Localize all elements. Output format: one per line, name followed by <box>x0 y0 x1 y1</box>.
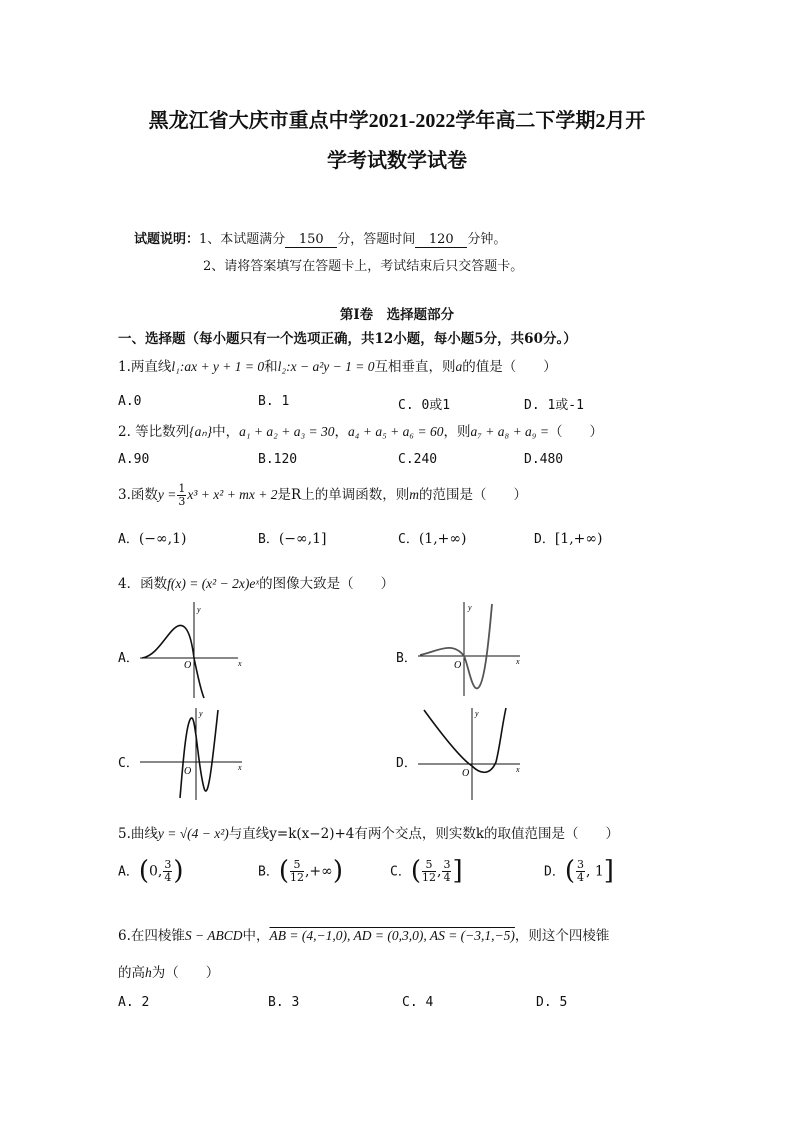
origin-label: O <box>184 766 192 777</box>
instructions-text: 分，答题时间 <box>337 232 416 247</box>
q1-line1: l₁:ax + y + 1 = 0 <box>171 359 265 374</box>
q5-paren: ( <box>564 856 575 886</box>
q5-paren: ] <box>452 856 463 886</box>
curve <box>180 710 218 798</box>
q2-stem: 中， <box>212 424 240 440</box>
q4-graph-c <box>138 706 248 802</box>
q1-option-b: B. 1 <box>258 394 290 409</box>
q6-stem: 6.在四棱锥 <box>118 928 185 944</box>
q5-paren: ) <box>332 856 343 886</box>
q5-fraction <box>422 859 436 884</box>
question-3 <box>118 483 527 508</box>
q1-var: a <box>455 359 463 374</box>
q1-option-d: D. 1或-1 <box>524 398 584 413</box>
x-label: x <box>238 763 242 772</box>
q5-paren: ( <box>138 856 149 886</box>
instructions-text: 分钟。 <box>467 232 507 247</box>
q5-label: C． <box>390 864 411 880</box>
time-value: 120 <box>415 232 467 248</box>
q2-paren: （ ） <box>549 424 603 440</box>
q5-value: , <box>436 863 442 880</box>
q5-paren: ( <box>278 856 289 886</box>
q2-stem: 2. 等比数列 <box>118 424 190 440</box>
y-label: y <box>475 709 479 718</box>
q3-label: A． <box>118 532 139 547</box>
instructions-line1 <box>134 228 506 248</box>
q3-fraction <box>177 483 186 508</box>
y-label: y <box>199 709 203 718</box>
q3-stem: 的范围是（ ） <box>418 487 527 503</box>
q5-value: ,+∞ <box>304 863 333 880</box>
question-4 <box>118 572 394 592</box>
curve <box>142 625 204 698</box>
q2-option-d: D.480 <box>524 452 564 467</box>
q1-stem: 互相垂直，则 <box>374 359 456 375</box>
q2-option-c: C.240 <box>398 452 438 467</box>
frac-num: 3 <box>576 857 584 871</box>
q5-curve: y = √(4 − x²) <box>157 826 229 841</box>
q6-option-a: A. 2 <box>118 995 150 1010</box>
q3-label: B． <box>258 532 279 547</box>
page-title-line2: 学考试数学试卷 <box>327 150 467 172</box>
page-title: 黑龙江省大庆市重点中学2021-2022学年高二下学期2月开 <box>148 110 646 132</box>
instructions-label: 试题说明： <box>134 232 200 247</box>
q6-vectors: AB = (4,−1,0), AD = (0,3,0), AS = (−3,1,−5) <box>269 928 515 943</box>
q6-stem: 中， <box>242 928 270 944</box>
q5-fraction <box>576 859 585 884</box>
q3-option-a <box>118 528 187 547</box>
q3-option-d <box>534 528 603 547</box>
q4-option-a-label: A． <box>118 651 139 666</box>
q6-stem: ，则这个四棱锥 <box>514 928 610 944</box>
q2-sep: ， <box>334 424 349 440</box>
x-label: x <box>238 659 242 668</box>
q5-paren: ] <box>603 856 614 886</box>
frac-num: 3 <box>443 857 451 871</box>
q4-graph-b <box>416 600 526 700</box>
curve <box>424 708 506 772</box>
frac-den: 12 <box>421 870 436 884</box>
section-title: 一、选择题（每小题只有一个选项正确，共12小题，每小题5分，共60分。） <box>118 331 577 347</box>
q3-option-b <box>258 528 327 547</box>
q3-value: (−∞,1) <box>138 531 187 547</box>
q5-value: 0, <box>148 863 163 880</box>
q4-option-d-label: D． <box>396 756 417 771</box>
q5-label: B． <box>258 864 279 880</box>
frac-num: 3 <box>164 857 172 871</box>
q1-and: 和 <box>264 359 278 375</box>
q6-pyramid: S − ABCD <box>184 928 243 943</box>
q3-frac-num: 1 <box>178 482 186 495</box>
question-2 <box>118 420 603 440</box>
q3-option-c <box>398 528 467 547</box>
q5-stem: 与直线y=k(x−2)+4有两个交点，则实数k的取值范围是（ ） <box>228 826 620 842</box>
q3-value: [1,+∞) <box>554 531 603 547</box>
q3-stem: 3.函数 <box>118 487 158 503</box>
q3-func: y = <box>157 487 177 502</box>
q5-option-d <box>544 856 614 886</box>
x-label: x <box>516 765 520 774</box>
q5-label: D． <box>544 864 565 880</box>
q1-option-a: A.0 <box>118 394 142 409</box>
question-6 <box>118 924 609 944</box>
frac-den: 4 <box>164 870 172 884</box>
q5-stem: 5.曲线 <box>118 826 158 842</box>
q2-stem: ，则 <box>443 424 471 440</box>
q3-value: (1,+∞) <box>418 531 467 547</box>
q2-option-b: B.120 <box>258 452 298 467</box>
q6-option-d: D. 5 <box>536 995 568 1010</box>
q3-label: D． <box>534 532 555 547</box>
q5-paren: ( <box>410 856 421 886</box>
q4-option-b-label: B． <box>396 651 417 666</box>
q4-option-c-label: C． <box>118 756 139 771</box>
instructions-line2: 2、请将答案填写在答题卡上，考试结束后只交答题卡。 <box>203 259 524 274</box>
q4-graph-a <box>138 600 248 700</box>
q2-seq: {aₙ} <box>189 424 213 439</box>
q4-stem: 的图像大致是（ ） <box>259 576 395 592</box>
y-label: y <box>197 605 201 614</box>
q6-option-c: C. 4 <box>402 995 434 1010</box>
question-5 <box>118 822 619 842</box>
x-label: x <box>516 657 520 666</box>
q2-cond1: a₁ + a₂ + a₃ = 30 <box>239 424 335 439</box>
q1-line2: l₂:x − a²y − 1 = 0 <box>277 359 375 374</box>
origin-label: O <box>184 660 192 671</box>
instructions-text: 1、本试题满分 <box>199 232 286 247</box>
score-value: 150 <box>285 232 337 248</box>
q6-var: h <box>145 965 152 980</box>
frac-den: 4 <box>576 870 584 884</box>
origin-label: O <box>462 768 470 779</box>
q6-option-b: B. 3 <box>268 995 300 1010</box>
curve <box>420 604 492 688</box>
q5-fraction <box>442 859 451 884</box>
q4-func: f(x) = (x² − 2x)eˣ <box>167 576 260 591</box>
q3-var: m <box>409 487 419 502</box>
q5-option-c <box>390 856 463 886</box>
q1-stem: 的值是（ ） <box>462 359 557 375</box>
q5-fraction <box>290 859 304 884</box>
q5-option-b <box>258 856 343 886</box>
q1-option-c: C. 0或1 <box>398 398 451 413</box>
frac-den: 4 <box>443 870 451 884</box>
frac-num: 5 <box>290 859 304 872</box>
q3-value: (−∞,1] <box>278 531 327 547</box>
q5-option-a <box>118 856 184 886</box>
q4-stem: 4．函数 <box>118 576 168 592</box>
frac-den: 12 <box>289 870 304 884</box>
question-1 <box>118 355 557 375</box>
y-label: y <box>468 603 472 612</box>
q5-fraction <box>163 859 172 884</box>
q5-paren: ) <box>173 856 184 886</box>
origin-label: O <box>454 660 462 671</box>
q1-stem: 1.两直线 <box>118 359 172 375</box>
q6-stem: 的高 <box>118 965 145 981</box>
q2-ask: a₇ + a₈ + a₉ = <box>470 424 549 439</box>
q6-stem: 为（ ） <box>151 965 220 981</box>
q3-frac-den: 3 <box>178 495 186 508</box>
q3-stem: 是R上的单调函数，则 <box>277 487 410 503</box>
q5-value: , 1 <box>585 863 604 880</box>
q3-label: C． <box>398 532 419 547</box>
frac-num: 5 <box>422 859 436 872</box>
q5-label: A． <box>118 864 139 880</box>
q3-func: x³ + x² + mx + 2 <box>187 487 278 502</box>
q4-graph-d <box>416 706 526 802</box>
part-title: 第Ⅰ卷 选择题部分 <box>339 307 455 323</box>
question-6-line2 <box>118 961 219 981</box>
q2-option-a: A.90 <box>118 452 150 467</box>
q2-cond2: a₄ + a₅ + a₆ = 60 <box>348 424 444 439</box>
